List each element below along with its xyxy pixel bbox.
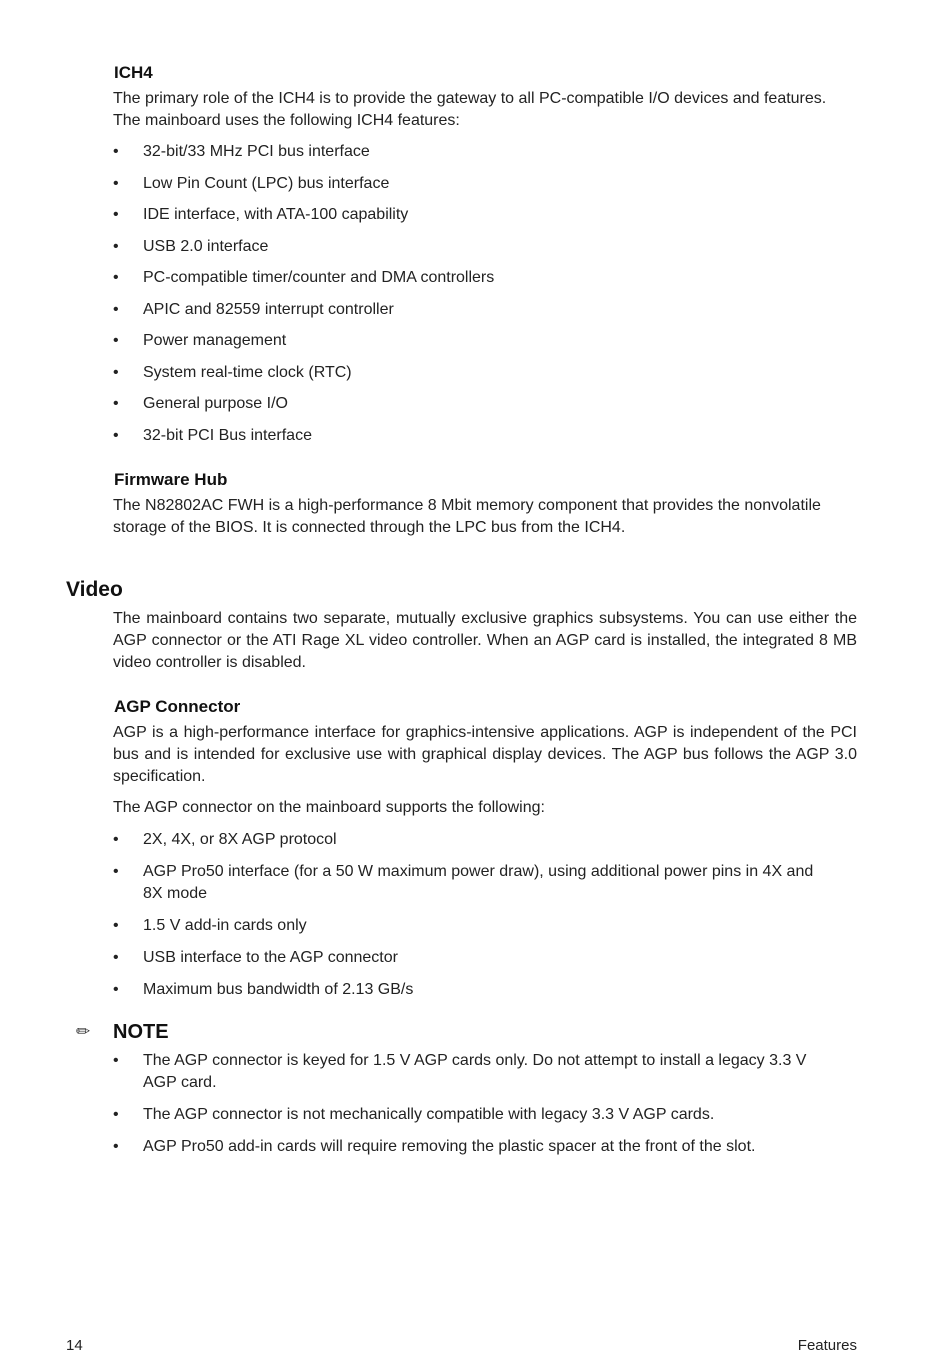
list-item: • APIC and 82559 interrupt controller — [113, 299, 857, 321]
list-item: • The AGP connector is not mechanically compatible with legacy 3.3 V AGP cards. — [113, 1104, 813, 1126]
ich4-intro-line-1: The primary role of the ICH4 is to provide the gateway to all PC-compatible I/O devices and features. — [113, 90, 827, 107]
bullet-icon: • — [113, 1138, 119, 1155]
bullet-icon: • — [113, 237, 119, 255]
list-item: • AGP Pro50 interface (for a 50 W maximum power draw), using additional power pins in 4X and 8X mode — [113, 863, 814, 902]
list-item: • System real-time clock (RTC) — [113, 362, 857, 384]
list-item: • The AGP connector is keyed for 1.5 V AGP cards only. Do not attempt to install a legacy 3.3 V AGP card. — [113, 1052, 807, 1091]
footer-section-title: Features — [797, 1337, 857, 1354]
list-item: • Maximum bus bandwidth of 2.13 GB/s — [113, 979, 823, 1001]
video-body: The mainboard contains two separate, mutually exclusive graphics subsystems. You can use either the AGP connector or the ATI Rage XL video controller. When an AGP card is installed, the integrated 8 MB video controller is disabled. — [113, 610, 857, 671]
bullet-icon: • — [113, 1052, 119, 1069]
bullet-icon: • — [113, 863, 119, 880]
list-item: • USB interface to the AGP connector — [113, 947, 823, 969]
ich4-heading: ICH4 — [114, 63, 153, 82]
list-item: • 1.5 V add-in cards only — [113, 915, 823, 937]
agp-body: AGP is a high-performance interface for graphics-intensive applications. AGP is independent of the PCI bus and is intended for exclusive use with graphical display devices. The AGP bus follows the AGP 3.0 specification. — [113, 724, 857, 785]
ich4-intro-line-2: The mainboard uses the following ICH4 features: — [113, 112, 460, 129]
bullet-icon: • — [113, 426, 119, 444]
list-item: • AGP Pro50 add-in cards will require removing the plastic spacer at the front of the slot. — [113, 1136, 813, 1158]
bullet-icon: • — [113, 206, 119, 223]
agp-supports-list — [113, 829, 823, 1001]
note-title: NOTE — [113, 1021, 169, 1043]
bullet-icon: • — [113, 949, 119, 966]
list-item: • 32-bit/33 MHz PCI bus interface — [113, 141, 857, 163]
firmware-hub-body: The N82802AC FWH is a high-performance 8 Mbit memory component that provides the nonvolatile storage of the BIOS. It is connected through the LPC bus from the ICH4. — [113, 497, 821, 536]
list-item: • 2X, 4X, or 8X AGP protocol — [113, 829, 823, 851]
video-heading: Video — [66, 578, 123, 601]
bullet-icon: • — [113, 269, 119, 286]
page-number: 14 — [66, 1337, 83, 1354]
agp-connector-heading: AGP Connector — [114, 697, 241, 716]
list-item: • General purpose I/O — [113, 393, 857, 415]
bullet-icon: • — [113, 332, 119, 349]
list-item: • Low Pin Count (LPC) bus interface — [113, 173, 857, 195]
list-item: • IDE interface, with ATA-100 capability — [113, 204, 857, 226]
pencil-icon: ✏ — [76, 1022, 91, 1041]
ich4-feature-list — [113, 141, 857, 447]
bullet-icon: • — [113, 831, 119, 848]
list-item: • PC-compatible timer/counter and DMA controllers — [113, 267, 857, 289]
list-item: • Power management — [113, 330, 857, 352]
bullet-icon: • — [113, 981, 119, 998]
agp-supports-intro: The AGP connector on the mainboard supports the following: — [113, 799, 545, 816]
bullet-icon: • — [113, 143, 119, 160]
bullet-icon: • — [113, 300, 119, 318]
bullet-icon: • — [113, 363, 119, 381]
bullet-icon: • — [113, 174, 119, 192]
bullet-icon: • — [113, 1106, 119, 1123]
list-item: • 32-bit PCI Bus interface — [113, 425, 857, 447]
bullet-icon: • — [113, 395, 119, 412]
bullet-icon: • — [113, 917, 119, 934]
firmware-hub-heading: Firmware Hub — [114, 470, 228, 489]
list-item: • USB 2.0 interface — [113, 236, 857, 258]
note-list — [113, 1050, 813, 1158]
